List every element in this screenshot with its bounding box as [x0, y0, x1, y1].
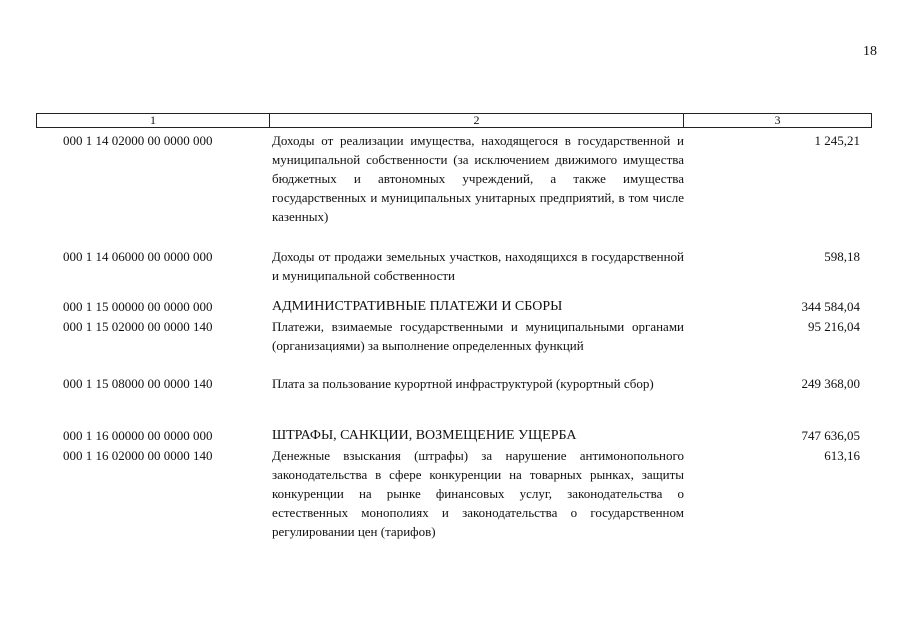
budget-code: 000 1 14 02000 00 0000 000 [63, 133, 213, 148]
row-description: Платежи, взимаемые государственными и муниципальными органами (организациями) за выполнение определенных функций [272, 319, 684, 353]
section-title: АДМИНИСТРАТИВНЫЕ ПЛАТЕЖИ И СБОРЫ [272, 299, 563, 314]
row-amount: 598,18 [824, 249, 860, 264]
budget-code: 000 1 16 02000 00 0000 140 [63, 448, 213, 463]
budget-code: 000 1 14 06000 00 0000 000 [63, 249, 213, 264]
budget-code: 000 1 15 02000 00 0000 140 [63, 319, 213, 334]
page-number: 18 [863, 44, 877, 59]
row-description: Доходы от реализации имущества, находящегося в государственной и муниципальной собственности (за исключением движимого имущества бюджетных и автономных учреждений, а также имущества государственных и муниципальных унитарных предприятий, в том числе казенных) [272, 133, 684, 224]
budget-code: 000 1 15 00000 00 0000 000 [63, 299, 213, 314]
row-amount: 747 636,05 [801, 428, 860, 443]
header-col-3: 3 [774, 113, 781, 127]
table-header [36, 113, 872, 128]
row-description: Плата за пользование курортной инфраструктурой (курортный сбор) [272, 376, 654, 391]
header-col-1: 1 [37, 114, 270, 127]
row-amount: 613,16 [824, 448, 860, 463]
row-description: Доходы от продажи земельных участков, находящихся в государственной и муниципальной собственности [272, 249, 684, 283]
budget-code: 000 1 15 08000 00 0000 140 [63, 376, 213, 391]
row-amount: 95 216,04 [808, 319, 860, 334]
header-col-2: 2 [270, 114, 684, 127]
row-amount: 344 584,04 [801, 299, 860, 314]
row-description: Денежные взыскания (штрафы) за нарушение антимонопольного законодательства в сфере конкуренции на товарных рынках, защиты конкуренции на рынке финансовых услуг, законодательства о естественных монополиях и законодательства о государственном регулировании цен (тарифов) [272, 448, 684, 539]
row-amount: 249 368,00 [801, 376, 860, 391]
section-title: ШТРАФЫ, САНКЦИИ, ВОЗМЕЩЕНИЕ УЩЕРБА [272, 428, 577, 443]
budget-code: 000 1 16 00000 00 0000 000 [63, 428, 213, 443]
row-amount: 1 245,21 [814, 133, 860, 148]
